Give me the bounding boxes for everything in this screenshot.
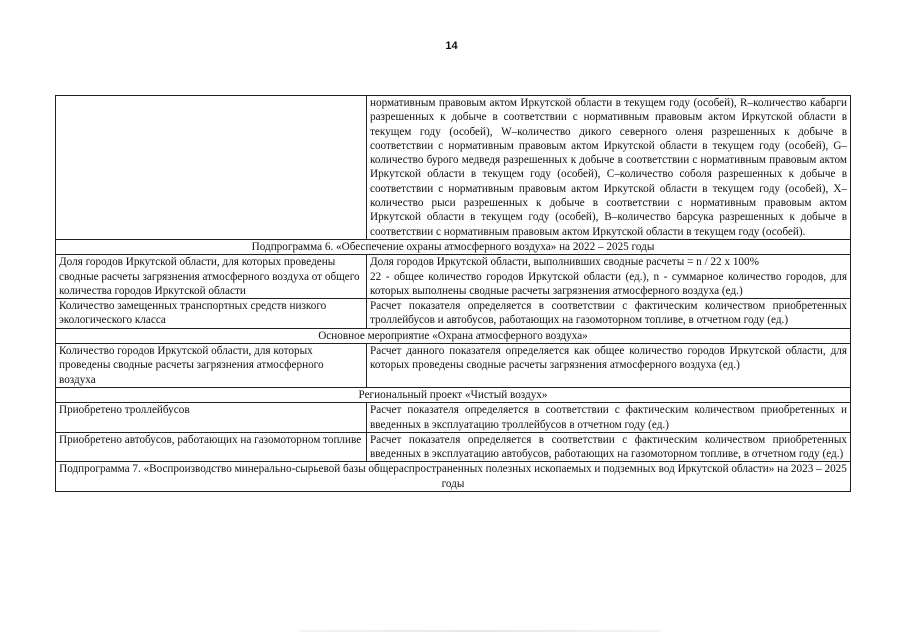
indicator-name-cell: Количество замещенных транспортных средств низкого экологического класса (56, 299, 367, 329)
page-number: 14 (445, 40, 458, 52)
calculation-method-cell: Расчет показателя определяется в соответствии с фактическим количеством приобретенных введенных в эксплуатацию автобусов, работающих на газомоторном топливе, в отчетном году (ед.) (367, 432, 851, 462)
indicator-name-cell: Приобретено троллейбусов (56, 403, 367, 433)
scan-artifact (300, 630, 660, 632)
section-header: Подпрограмма 6. «Обеспечение охраны атмосферного воздуха» на 2022 – 2025 годы (56, 239, 851, 254)
table-row (56, 255, 851, 299)
calculation-method-cell: Расчет данного показателя определяется как общее количество городов Иркутской области, для которых проведены сводные расчеты загрязнения атмосферного воздуха (ед.) (367, 344, 851, 388)
table-row (56, 344, 851, 388)
section-header: Подпрограмма 7. «Воспроизводство минерально-сырьевой базы общераспространенных полезных ископаемых и подземных вод Иркутской области» на 2023 – 2025 годы (56, 462, 851, 492)
table-row (56, 432, 851, 462)
section-header-row (56, 462, 851, 492)
formula-explanation: 22 - общее количество городов Иркутской области (ед.), n - суммарное количество городов, для которых выполнены сводные расчеты загрязнения атмосферного воздуха (ед.) (370, 270, 847, 297)
table-row (56, 96, 851, 240)
table-row (56, 299, 851, 329)
calculation-method-cell: Расчет показателя определяется в соответствии с фактическим количеством приобретенных и введенных в эксплуатацию троллейбусов в отчетном году (ед.) (367, 403, 851, 433)
section-header-row (56, 387, 851, 402)
section-header-row (56, 239, 851, 254)
section-header: Основное мероприятие «Охрана атмосферного воздуха» (56, 328, 851, 343)
indicator-table (55, 95, 851, 492)
section-header: Региональный проект «Чистый воздух» (56, 387, 851, 402)
table-row (56, 403, 851, 433)
section-header-row (56, 328, 851, 343)
indicator-name-cell: Доля городов Иркутской области, для которых проведены сводные расчеты загрязнения атмосферного воздуха от общего количества городов Иркутской области (56, 255, 367, 299)
formula-line: Доля городов Иркутской области, выполнивших сводные расчеты = n / 22 x 100% (370, 256, 759, 269)
indicator-name-cell (56, 96, 367, 240)
indicator-name-cell: Количество городов Иркутской области, для которых проведены сводные расчеты загрязнения атмосферного воздуха (56, 344, 367, 388)
indicator-name-cell: Приобретено автобусов, работающих на газомоторном топливе (56, 432, 367, 462)
calculation-method-cell: нормативным правовым актом Иркутской области в текущем году (особей), R–количество кабарги разрешенных к добыче в соответствии с нормативным правовым актом Иркутской области в текущем году (особей), W–количество дикого северного оленя разрешенных к добыче в соответствии с нормативным правовым актом Иркутской области в текущем году (особей), G–количество бурого медведя разрешенных к добыче в соответствии с нормативным правовым актом Иркутской области в текущем году (особей), C–количество соболя разрешенных к добыче в соответствии с нормативным правовым актом Иркутской области в текущем году (особей), X–количество рыси разрешенных к добыче в соответствии с нормативным правовым актом Иркутской области в текущем году (особей), B–количество барсука разрешенных к добыче в соответствии с нормативным правовым актом Иркутской области в текущем году (особей). (367, 96, 851, 240)
calculation-method-cell (367, 255, 851, 299)
calculation-method-cell: Расчет показателя определяется в соответствии с фактическим количеством приобретенных троллейбусов и автобусов, работающих на газомоторном топливе, в отчетном году (ед.) (367, 299, 851, 329)
